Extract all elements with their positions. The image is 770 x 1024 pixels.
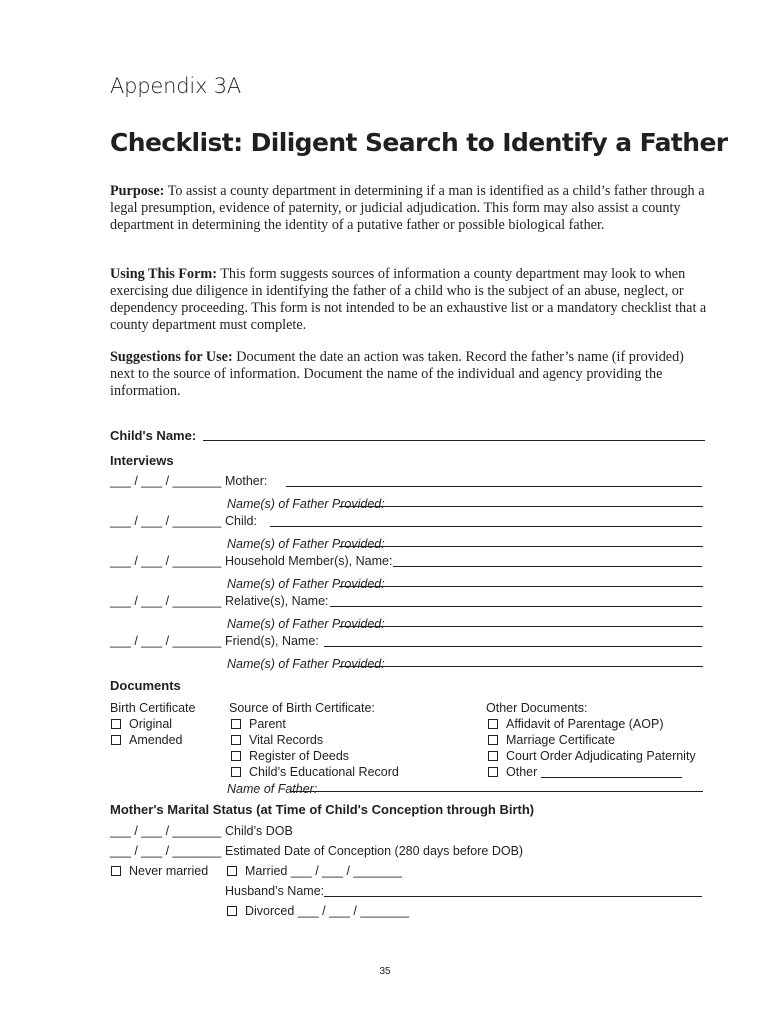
suggestions-paragraph bbox=[110, 349, 710, 400]
interview-date[interactable]: ___ / ___ / _______ bbox=[110, 514, 222, 528]
checkbox-icon bbox=[231, 719, 241, 729]
interview-date[interactable]: ___ / ___ / _______ bbox=[110, 634, 222, 648]
checkbox-icon bbox=[227, 906, 237, 916]
purpose-text: To assist a county department in determining if a man is identified as a child’s father through a legal presumption, evidence of paternity, or judicial adjudication. This form may also assist a county department in determining the identity of a putative father or possible biological father. bbox=[110, 183, 705, 233]
name-of-father-field[interactable] bbox=[290, 791, 703, 792]
page-title: Checklist: Diligent Search to Identify a Father bbox=[110, 128, 728, 157]
husband-name-field[interactable] bbox=[324, 896, 702, 897]
interview-label: Relative(s), Name: bbox=[225, 594, 329, 608]
husband-name-label: Husband’s Name: bbox=[225, 884, 325, 898]
interview-name-field[interactable] bbox=[270, 526, 702, 527]
father-provided-label: Name(s) of Father Provided: bbox=[227, 617, 385, 631]
suggestions-text: Document the date an action was taken. Record the father’s name (if provided) next to the source of information. Document the name of the individual and agency providing the information. bbox=[110, 349, 684, 399]
purpose-label: Purpose: bbox=[110, 183, 165, 199]
interview-name-field[interactable] bbox=[393, 566, 702, 567]
interview-label: Household Member(s), Name: bbox=[225, 554, 393, 568]
interviews-heading: Interviews bbox=[110, 453, 174, 468]
checkbox-never-married[interactable]: Never married bbox=[111, 864, 208, 878]
checkbox-married[interactable]: Married ___ / ___ / _______ bbox=[227, 864, 402, 878]
checkbox-vital-records[interactable]: Vital Records bbox=[231, 733, 323, 747]
interview-name-field[interactable] bbox=[330, 606, 702, 607]
checkbox-icon bbox=[227, 866, 237, 876]
divorced-date[interactable]: ___ / ___ / _______ bbox=[297, 904, 410, 918]
conception-date[interactable]: ___ / ___ / _______ bbox=[110, 844, 222, 858]
child-name-label: Child's Name: bbox=[110, 428, 197, 443]
suggestions-label: Suggestions for Use: bbox=[110, 349, 233, 365]
purpose-paragraph bbox=[110, 183, 710, 234]
checkbox-icon bbox=[231, 735, 241, 745]
checkbox-parent[interactable]: Parent bbox=[231, 717, 286, 731]
interview-name-field[interactable] bbox=[324, 646, 702, 647]
father-provided-label: Name(s) of Father Provided: bbox=[227, 497, 385, 511]
checkbox-icon bbox=[231, 767, 241, 777]
interview-date[interactable]: ___ / ___ / _______ bbox=[110, 554, 222, 568]
checkbox-aop[interactable]: Affidavit of Parentage (AOP) bbox=[488, 717, 664, 731]
married-date[interactable]: ___ / ___ / _______ bbox=[290, 864, 403, 878]
using-label: Using This Form: bbox=[110, 266, 217, 282]
marital-heading: Mother's Marital Status (at Time of Child's Conception through Birth) bbox=[110, 802, 535, 817]
interview-date[interactable]: ___ / ___ / _______ bbox=[110, 474, 222, 488]
father-provided-field[interactable] bbox=[339, 506, 703, 507]
checkbox-amended[interactable]: Amended bbox=[111, 733, 183, 747]
childs-dob-label: Child’s DOB bbox=[225, 824, 293, 838]
checkbox-icon bbox=[488, 719, 498, 729]
father-provided-label: Name(s) of Father Provided: bbox=[227, 577, 385, 591]
checkbox-register-of-deeds[interactable]: Register of Deeds bbox=[231, 749, 349, 763]
birth-cert-label: Birth Certificate bbox=[110, 701, 196, 715]
checkbox-icon bbox=[488, 751, 498, 761]
other-doc-field[interactable] bbox=[541, 777, 682, 778]
appendix-label: Appendix 3A bbox=[110, 74, 242, 98]
father-provided-field[interactable] bbox=[339, 666, 703, 667]
father-provided-field[interactable] bbox=[339, 626, 703, 627]
checkbox-educational-record[interactable]: Child’s Educational Record bbox=[231, 765, 399, 779]
interview-name-field[interactable] bbox=[286, 486, 702, 487]
dob-date[interactable]: ___ / ___ / _______ bbox=[110, 824, 222, 838]
source-label: Source of Birth Certificate: bbox=[229, 701, 375, 715]
checkbox-divorced[interactable]: Divorced ___ / ___ / _______ bbox=[227, 904, 409, 918]
father-provided-field[interactable] bbox=[339, 546, 703, 547]
child-name-field[interactable] bbox=[203, 440, 705, 441]
using-text: This form suggests sources of information a county department may look to when exercising due diligence in identifying the father of a child who is the subject of an abuse, neglect, or dependency proceeding. This form is not intended to be an exhaustive list or a mandatory checklist that a county department must complete. bbox=[110, 266, 707, 333]
checkbox-original[interactable]: Original bbox=[111, 717, 172, 731]
interview-label: Friend(s), Name: bbox=[225, 634, 319, 648]
interview-label: Mother: bbox=[225, 474, 268, 488]
checkbox-marriage-cert[interactable]: Marriage Certificate bbox=[488, 733, 615, 747]
using-paragraph bbox=[110, 266, 710, 334]
father-provided-label: Name(s) of Father Provided: bbox=[227, 657, 385, 671]
interview-label: Child: bbox=[225, 514, 257, 528]
name-of-father-label: Name of Father: bbox=[227, 782, 318, 796]
checkbox-court-order[interactable]: Court Order Adjudicating Paternity bbox=[488, 749, 696, 763]
checkbox-icon bbox=[488, 767, 498, 777]
checkbox-icon bbox=[111, 735, 121, 745]
checkbox-icon bbox=[111, 866, 121, 876]
page-number: 35 bbox=[379, 966, 391, 977]
documents-heading: Documents bbox=[110, 678, 181, 693]
checkbox-icon bbox=[111, 719, 121, 729]
conception-label: Estimated Date of Conception (280 days before DOB) bbox=[225, 844, 524, 858]
other-docs-label: Other Documents: bbox=[486, 701, 588, 715]
checkbox-icon bbox=[231, 751, 241, 761]
checkbox-other[interactable]: Other bbox=[488, 765, 537, 779]
father-provided-field[interactable] bbox=[339, 586, 703, 587]
father-provided-label: Name(s) of Father Provided: bbox=[227, 537, 385, 551]
checkbox-icon bbox=[488, 735, 498, 745]
interview-date[interactable]: ___ / ___ / _______ bbox=[110, 594, 222, 608]
